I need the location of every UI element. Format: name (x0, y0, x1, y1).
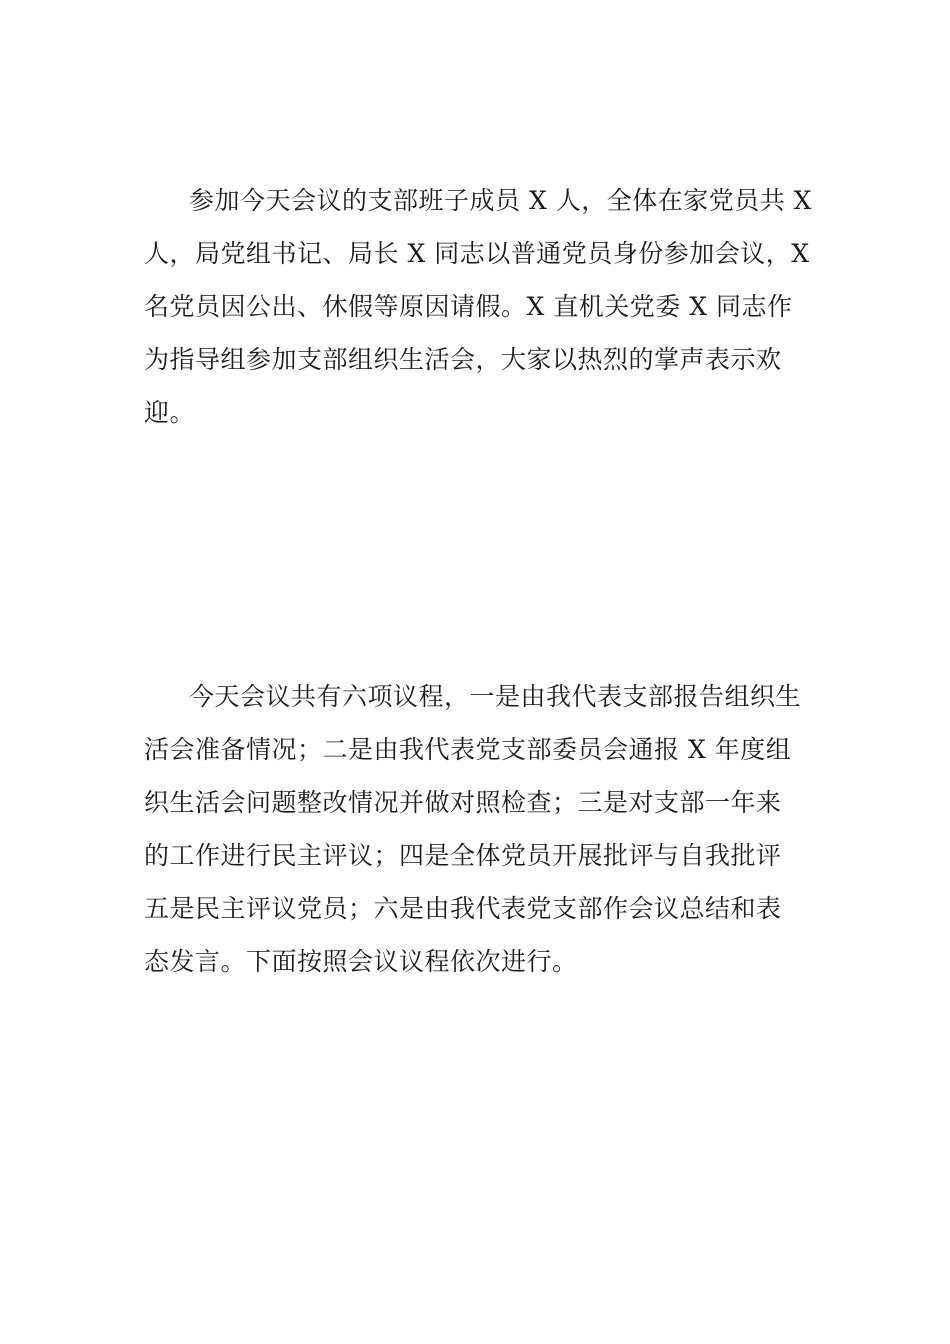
paragraph-line: 活会准备情况；二是由我代表党支部委员会通报 X 年度组 (144, 735, 792, 764)
paragraph-line: 的工作进行民主评议；四是全体党员开展批评与自我批评 (144, 841, 782, 870)
paragraph-line: 织生活会问题整改情况并做对照检查；三是对支部一年来 (144, 788, 782, 817)
paragraph-agenda (144, 670, 808, 988)
paragraph-line: 参加今天会议的支部班子成员 X 人，全体在家党员共 X (189, 186, 812, 215)
paragraph-line: 名党员因公出、休假等原因请假。X 直机关党委 X 同志作 (144, 292, 793, 321)
paragraph-line: 迎。 (144, 398, 196, 427)
paragraph-line: 今天会议共有六项议程，一是由我代表支部报告组织生 (189, 682, 802, 711)
paragraph-line: 人，局党组书记、局长 X 同志以普通党员身份参加会议，X (144, 239, 810, 268)
paragraph-attendance (144, 174, 812, 439)
paragraph-line: 五是民主评议党员；六是由我代表党支部作会议总结和表 (144, 894, 782, 923)
paragraph-line: 为指导组参加支部组织生活会，大家以热烈的掌声表示欢 (144, 345, 782, 374)
paragraph-line: 态发言。下面按照会议议程依次进行。 (144, 947, 578, 976)
